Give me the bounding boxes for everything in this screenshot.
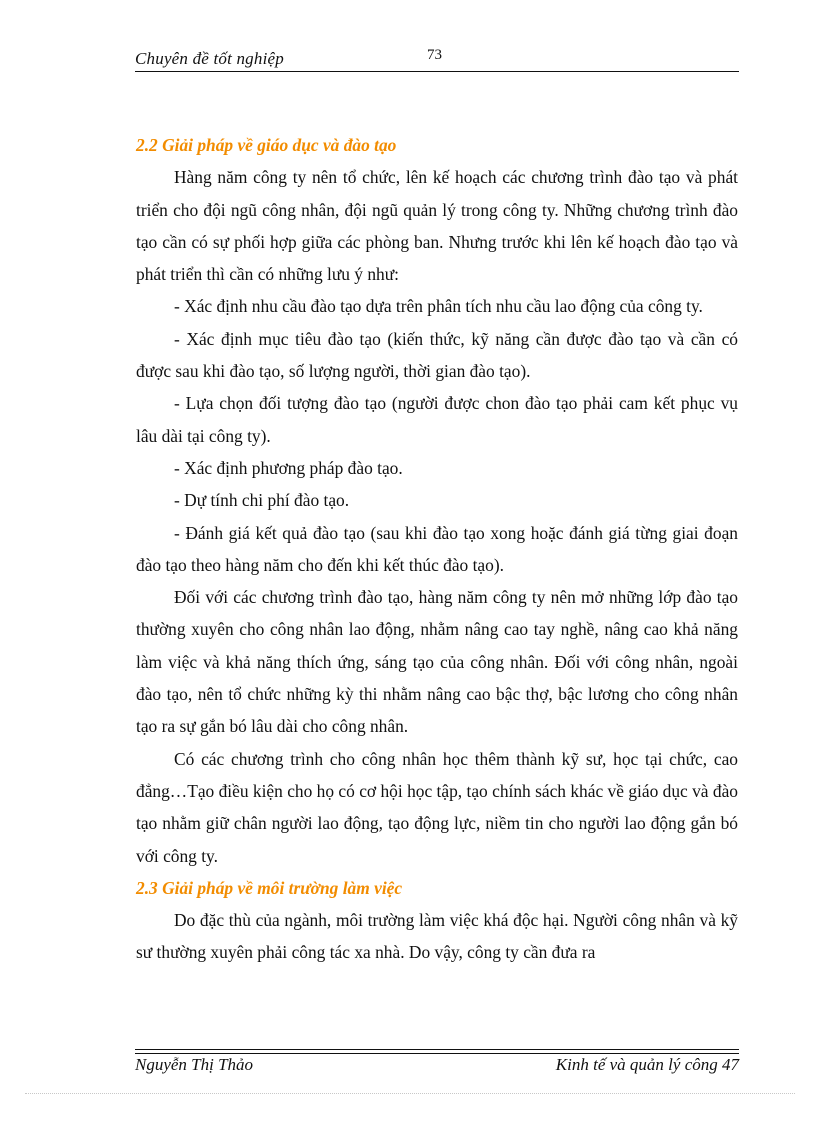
- paragraph: Đối với các chương trình đào tạo, hàng năm công ty nên mở những lớp đào tạo thường xuyên cho công nhân lao động, nhằm nâng cao tay nghề, nâng cao khả năng làm việc và khả năng thích ứng, sáng tạo của công nhân. Đối với công nhân, ngoài đào tạo, nên tổ chức những kỳ thi nhằm nâng cao bậc thợ, bậc lương cho công nhân tạo ra sự gắn bó lâu dài cho công nhân.: [136, 587, 738, 737]
- page-body: [136, 129, 738, 969]
- paragraph: Có các chương trình cho công nhân học thêm thành kỹ sư, học tại chức, cao đẳng…Tạo điều kiện cho họ có cơ hội học tập, tạo chính sách khác về giáo dục và đào tạo nhằm giữ chân người lao động, tạo động lực, niềm tin cho người lao động gắn bó với công ty.: [136, 748, 738, 866]
- list-item: - Xác định mục tiêu đào tạo (kiến thức, kỹ năng cần được đào tạo và cần có được sau khi đào tạo, số lượng người, thời gian đào tạo).: [136, 328, 738, 382]
- footer-divider: [135, 1053, 739, 1054]
- paragraph: Hàng năm công ty nên tổ chức, lên kế hoạch các chương trình đào tạo và phát triển cho đội ngũ công nhân, đội ngũ quản lý trong công ty. Những chương trình đào tạo cần có sự phối hợp giữa các phòng ban. Nhưng trước khi lên kế hoạch đào tạo và phát triển thì cần có những lưu ý như:: [136, 167, 738, 285]
- page-header: [135, 47, 739, 73]
- paragraph: Do đặc thù của ngành, môi trường làm việc khá độc hại. Người công nhân và kỹ sư thường xuyên phải công tác xa nhà. Do vậy, công ty cần đưa ra: [136, 910, 738, 963]
- page-footer: [135, 1055, 739, 1079]
- list-item: - Xác định phương pháp đào tạo.: [174, 457, 403, 478]
- section-heading: 2.3 Giải pháp về môi trường làm việc: [136, 877, 403, 898]
- page-edge: [25, 1093, 795, 1094]
- author-name: Nguyễn Thị Thảo: [135, 1055, 254, 1074]
- document-title: Chuyên đề tốt nghiệp: [135, 49, 284, 68]
- page-number: 73: [427, 47, 442, 63]
- list-item: - Xác định nhu cầu đào tạo dựa trên phân tích nhu cầu lao động của công ty.: [174, 296, 703, 317]
- list-item: - Lựa chọn đối tượng đào tạo (người được chon đào tạo phải cam kết phục vụ lâu dài tại công ty).: [136, 393, 738, 446]
- section-heading: 2.2 Giải pháp về giáo dục và đào tạo: [136, 135, 397, 155]
- list-item: - Đánh giá kết quả đào tạo (sau khi đào tạo xong hoặc đánh giá từng giai đoạn đào tạo theo hàng năm cho đến khi kết thúc đào tạo).: [136, 522, 738, 575]
- list-item: - Dự tính chi phí đào tạo.: [174, 490, 350, 511]
- footer-divider: [135, 1049, 739, 1050]
- header-divider: [135, 71, 739, 72]
- class-name: Kinh tế và quản lý công 47: [555, 1055, 739, 1074]
